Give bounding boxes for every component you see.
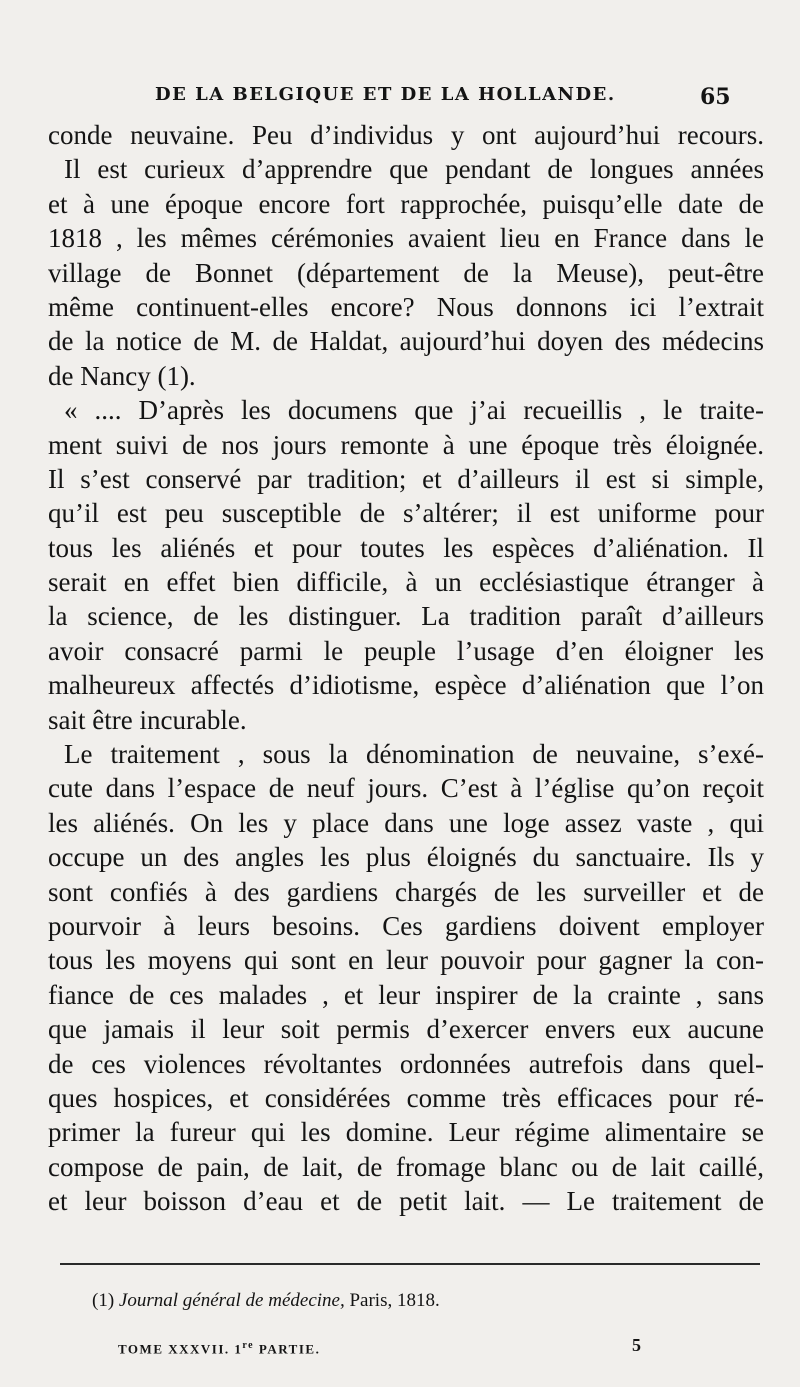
text-line: et leur boisson d’eau et de petit lait. — Le traitement de: [48, 1186, 764, 1217]
text-line: que jamais il leur soit permis d’exercer envers eux aucune: [48, 1014, 764, 1045]
text-line: de la notice de M. de Haldat, aujourd’hui doyen des médecins: [48, 326, 764, 357]
running-head: DE LA BELGIQUE ET DE LA HOLLANDE.: [155, 84, 616, 105]
text-line: Il est curieux d’apprendre que pendant de longues années: [64, 154, 764, 185]
text-line: avoir consacré parmi le peuple l’usage d’en éloigner les: [48, 635, 764, 666]
text-line: et à une époque encore fort rapprochée, puisqu’elle date de: [48, 188, 764, 219]
text-line: sont confiés à des gardiens chargés de les surveiller et de: [48, 876, 764, 907]
text-line: fiance de ces malades , et leur inspirer de la crainte , sans: [48, 979, 764, 1010]
text-line: primer la fureur qui les domine. Leur régime alimentaire se: [48, 1117, 764, 1148]
text-line: Il s’est conservé par tradition; et d’ailleurs il est si simple,: [48, 463, 764, 494]
text-line: Le traitement , sous la dénomination de neuvaine, s’exé-: [64, 739, 764, 770]
text-line: même continuent-elles encore? Nous donnons ici l’extrait: [48, 291, 764, 322]
text-line: tous les aliénés et pour toutes les espèces d’aliénation. Il: [48, 532, 764, 563]
text-line: la science, de les distinguer. La tradition paraît d’ailleurs: [48, 601, 764, 632]
text-line: qu’il est peu susceptible de s’altérer; il est uniforme pour: [48, 498, 764, 529]
text-line: occupe un des angles les plus éloignés du sanctuaire. Ils y: [48, 842, 764, 873]
text-line: 1818 , les mêmes cérémonies avaient lieu en France dans le: [48, 223, 764, 254]
text-line: pourvoir à leurs besoins. Ces gardiens doivent employer: [48, 910, 764, 941]
body-text: [48, 118, 764, 1219]
footnote: [92, 1290, 440, 1312]
text-line: tous les moyens qui sont en leur pouvoir pour gagner la con-: [48, 945, 764, 976]
text-line: de Nancy (1).: [48, 360, 196, 391]
footnote-marker: (1): [92, 1290, 115, 1311]
signature-number: 5: [632, 1335, 641, 1355]
footnote-divider: [60, 1263, 760, 1265]
text-line: malheureux affectés d’idiotisme, espèce d’aliénation que l’on: [48, 670, 764, 701]
footnote-rest: Paris, 1818.: [349, 1290, 440, 1311]
text-line: cute dans l’espace de neuf jours. C’est à l’église qu’on reçoit: [48, 773, 764, 804]
signature-superscript: re: [242, 1340, 255, 1351]
signature-text-after: PARTIE.: [254, 1341, 321, 1357]
text-line: de ces violences révoltantes ordonnées autrefois dans quel-: [48, 1048, 764, 1079]
text-line: serait en effet bien difficile, à un ecclésiastique étranger à: [48, 567, 764, 598]
text-line: ment suivi de nos jours remonte à une époque très éloignée.: [48, 429, 764, 460]
signature-mark: [118, 1340, 320, 1357]
footnote-journal-title: Journal général de médecine,: [118, 1290, 345, 1311]
page-number: 65: [700, 84, 731, 110]
text-line: les aliénés. On les y place dans une loge assez vaste , qui: [48, 807, 764, 838]
text-line: « .... D’après les documens que j’ai recueillis , le traite-: [64, 395, 764, 426]
signature-text: TOME XXXVII. 1: [118, 1341, 243, 1357]
text-line: sait être incurable.: [48, 704, 247, 735]
text-line: compose de pain, de lait, de fromage blanc ou de lait caillé,: [48, 1151, 764, 1182]
text-line: ques hospices, et considérées comme très efficaces pour ré-: [48, 1082, 764, 1113]
text-line: village de Bonnet (département de la Meuse), peut-être: [48, 257, 764, 288]
text-line: conde neuvaine. Peu d’individus y ont aujourd’hui recours.: [48, 120, 764, 150]
